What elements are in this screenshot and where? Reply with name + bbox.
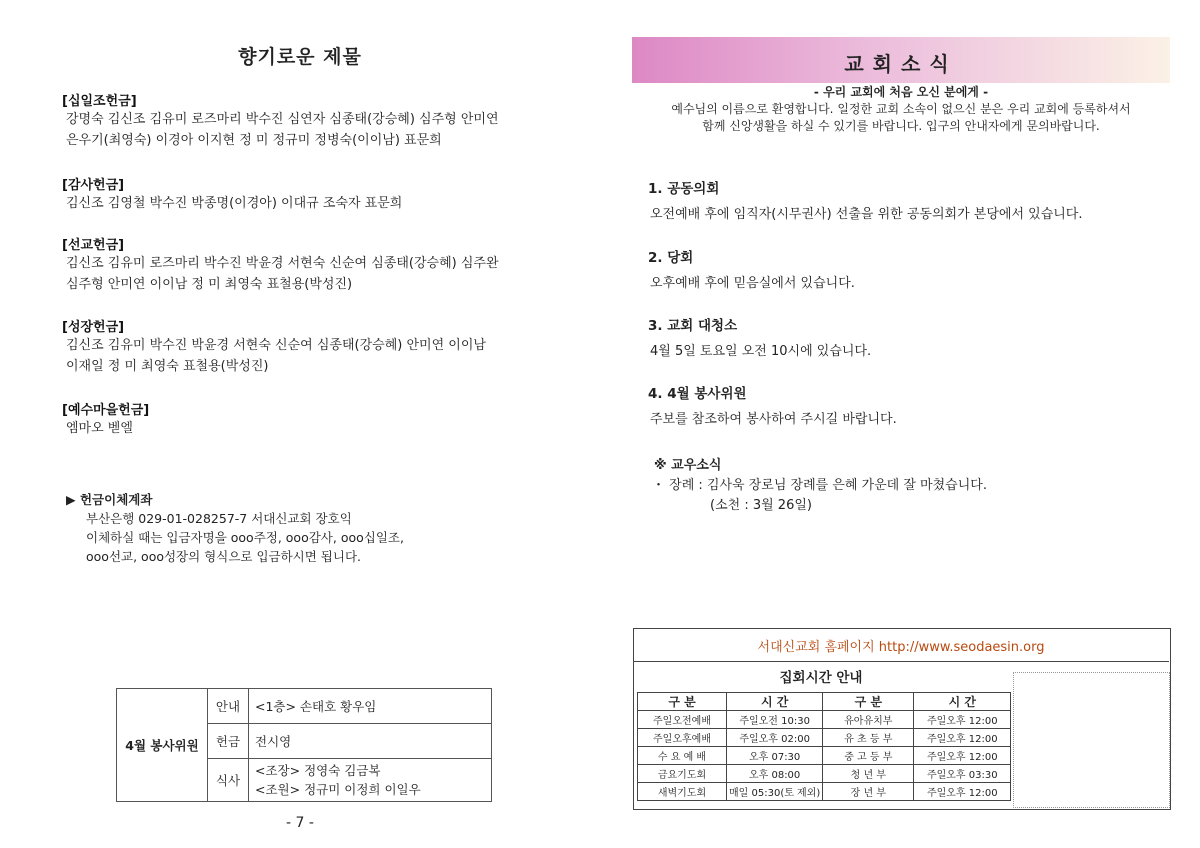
duty-name-line: <조장> 정영숙 김금복 (255, 763, 381, 778)
table-cell: 주일오전 10:30 (727, 711, 823, 729)
table-cell: 매일 05:30(토 제외) (727, 783, 823, 801)
news-body: 오후예배 후에 믿음실에서 있습니다. (650, 276, 855, 291)
transfer-line: 이체하실 때는 입금자명을 ooo주정, ooo감사, ooo십일조, (86, 530, 404, 545)
news-heading: 4. 4월 봉사위원 (648, 386, 747, 402)
offering-names: 이재일 정 미 최영숙 표철용(박성진) (66, 359, 269, 374)
table-cell: 중 고 등 부 (823, 747, 914, 765)
offering-heading: [성장헌금] (62, 320, 125, 335)
table-cell: 유 초 등 부 (823, 729, 914, 747)
schedule-table (637, 692, 1011, 801)
transfer-line: 부산은행 029-01-028257-7 서대신교회 장호익 (86, 511, 352, 526)
table-row (638, 747, 1011, 765)
offering-heading: [예수마을헌금] (62, 403, 150, 418)
news-body: 주보를 참조하여 봉사하여 주시길 바랍니다. (650, 412, 897, 427)
table-cell: 주일오후 12:00 (914, 729, 1011, 747)
offering-names: 김신조 김유미 박수진 박윤경 서현숙 신순여 심종태(강승혜) 안미연 이이남 (66, 338, 486, 353)
transfer-heading: ▶ 헌금이체계좌 (66, 492, 153, 507)
table-cell: 주일오후 12:00 (914, 783, 1011, 801)
column-header: 시 간 (914, 693, 1011, 711)
duty-name-line: <조원> 정규미 이정희 이일우 (255, 782, 421, 797)
table-cell: 주일오후 02:00 (727, 729, 823, 747)
table-header-row (638, 693, 1011, 711)
duty-volunteers-table (116, 688, 492, 802)
homepage-link[interactable]: 서대신교회 홈페이지 http://www.seodaesin.org (757, 640, 1045, 655)
offering-names: 심주형 안미연 이이남 정 미 최영숙 표철용(박성진) (66, 277, 353, 292)
table-cell: 금요기도회 (638, 765, 727, 783)
table-cell: 오후 08:00 (727, 765, 823, 783)
news-item-session (648, 246, 855, 291)
welcome-line: 함께 신앙생활을 하실 수 있기를 바랍니다. 입구의 안내자에게 문의바랍니다. (702, 119, 1100, 133)
duty-role: 안내 (208, 689, 249, 724)
offering-heading: [선교헌금] (62, 238, 125, 253)
news-item-cleaning (648, 314, 871, 359)
table-row (117, 689, 492, 724)
table-cell: 주일오전예배 (638, 711, 727, 729)
offering-jesus-village (62, 399, 149, 439)
offering-heading: [십일조헌금] (62, 94, 137, 109)
news-body: 4월 5일 토요일 오전 10시에 있습니다. (650, 344, 872, 359)
offering-tithe (62, 90, 499, 151)
member-news-section (652, 456, 987, 516)
transfer-line: ooo선교, ooo성장의 형식으로 입금하시면 됩니다. (86, 549, 362, 564)
duty-role: 식사 (208, 759, 249, 802)
offering-names: 은우기(최영숙) 이경아 이지현 정 미 정규미 정병숙(이이남) 표문희 (66, 133, 442, 148)
offering-mission (62, 234, 499, 295)
news-heading: 1. 공동의회 (648, 181, 720, 197)
table-row (638, 729, 1011, 747)
duty-name-line: 전시영 (255, 733, 292, 749)
welcome-message (632, 84, 1170, 135)
member-news-body: ・ 장례 : 김사욱 장로님 장례를 은혜 가운데 잘 마쳤습니다. (652, 478, 987, 493)
offering-heading: [감사헌금] (62, 178, 125, 193)
duty-role: 헌금 (208, 724, 249, 759)
table-cell: 수 요 예 배 (638, 747, 727, 765)
offering-names: 김신조 김영철 박수진 박종명(이경아) 이대규 조숙자 표문희 (66, 196, 403, 211)
offering-thanks (62, 174, 402, 214)
table-cell: 주일오후 12:00 (914, 711, 1011, 729)
table-cell: 청 년 부 (823, 765, 914, 783)
transfer-account-section (66, 490, 404, 566)
column-header: 구 분 (823, 693, 914, 711)
schedule-title: 집회시간 안내 (779, 670, 863, 686)
duty-names (249, 724, 492, 759)
offering-names: 강명숙 김신조 김유미 로즈마리 박수진 심연자 심종태(강승혜) 심주형 안미연 (66, 112, 499, 127)
column-header: 구 분 (638, 693, 727, 711)
table-cell: 주일오후 03:30 (914, 765, 1011, 783)
news-item-volunteers (648, 382, 897, 427)
member-news-heading: ※ 교우소식 (654, 458, 722, 473)
table-cell: 주일오후예배 (638, 729, 727, 747)
table-row (638, 765, 1011, 783)
duty-names (249, 689, 492, 724)
offering-growth (62, 316, 486, 377)
member-news-sub: (소천 : 3월 26일) (710, 498, 812, 513)
news-heading: 3. 교회 대청소 (648, 318, 738, 334)
table-row (638, 711, 1011, 729)
news-title: 교회소식 (844, 52, 958, 76)
table-row (638, 783, 1011, 801)
table-cell: 장 년 부 (823, 783, 914, 801)
column-header: 시 간 (727, 693, 823, 711)
news-heading: 2. 당회 (648, 250, 694, 266)
welcome-heading: - 우리 교회에 처음 오신 분에게 - (813, 85, 989, 99)
welcome-line: 예수님의 이름으로 환영합니다. 일정한 교회 소속이 없으신 분은 우리 교회에 등록하셔서 (671, 102, 1131, 116)
image-placeholder (1013, 672, 1170, 808)
table-cell: 유아유치부 (823, 711, 914, 729)
news-item-joint-assembly (648, 177, 1083, 222)
offerings-title: 향기로운 제물 (238, 46, 362, 68)
duty-name-line: <1층> 손태호 황우임 (255, 698, 377, 714)
divider (633, 661, 1169, 662)
table-cell: 오후 07:30 (727, 747, 823, 765)
news-body: 오전예배 후에 임직자(시무권사) 선출을 위한 공동의회가 본당에서 있습니다. (650, 207, 1083, 222)
offering-names: 엠마오 벧엘 (66, 421, 133, 436)
table-cell: 새벽기도회 (638, 783, 727, 801)
duty-category: 4월 봉사위원 (117, 689, 208, 802)
offering-names: 김신조 김유미 로즈마리 박수진 박윤경 서현숙 신순여 심종태(강승혜) 심주완 (66, 256, 499, 271)
page-number: - 7 - (286, 815, 314, 831)
table-cell: 주일오후 12:00 (914, 747, 1011, 765)
duty-names (249, 759, 492, 802)
